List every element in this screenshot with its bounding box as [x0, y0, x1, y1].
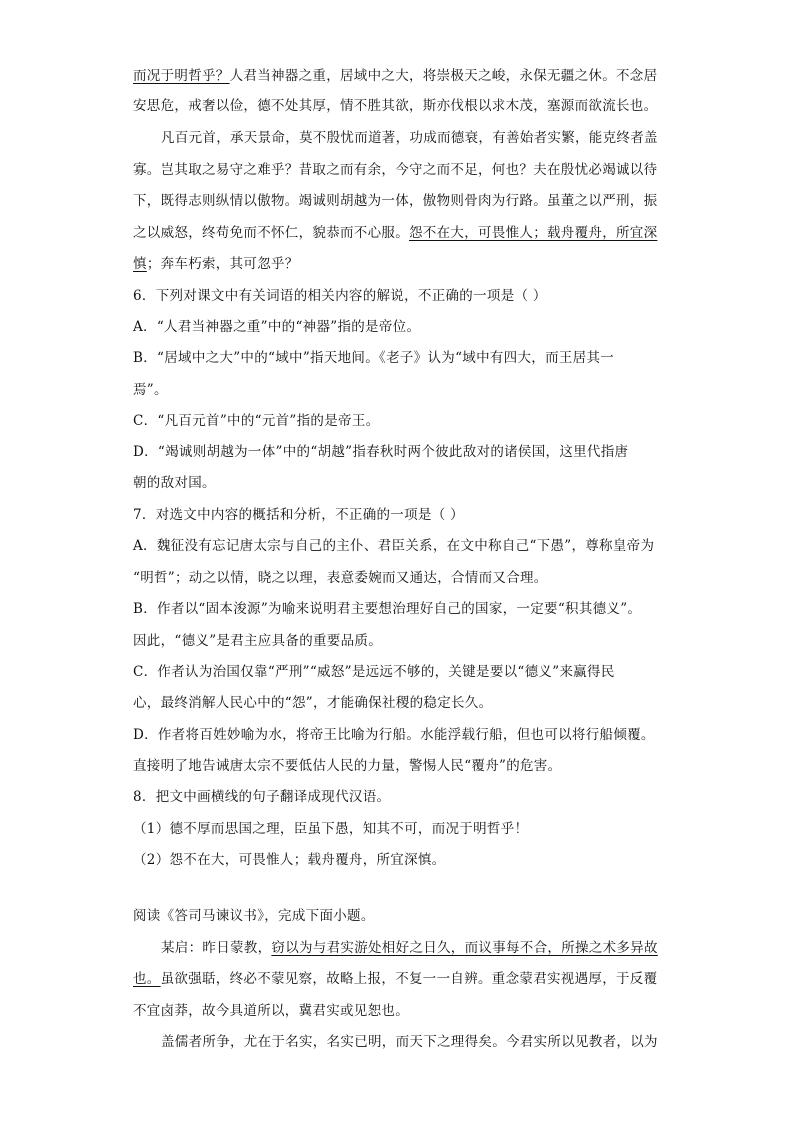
text-line	[133, 317, 420, 337]
text-segment: D．作者将百姓妙喻为水，将帝王比喻为行船。水能浮载行船，但也可以将行船倾覆。	[133, 727, 655, 743]
text-segment: 因此，“德义”是君主应具备的重要品质。	[133, 633, 383, 649]
text-segment: ；奔车朽索，其可忽乎？	[146, 256, 299, 272]
text-segment: 不宜卤莽，故今具道所以，冀君实或见恕也。	[133, 1003, 409, 1019]
text-segment: C．作者认为治国仅靠“严刑”“威怒”是远远不够的，关键是要以“德义”来赢得民	[133, 664, 615, 680]
text-segment: 焉”。	[133, 382, 168, 398]
text-segment: B．“居域中之大”中的“域中”指天地间。《老子》认为“域中有四大，而王居其一	[133, 350, 615, 366]
underlined-sentence: 也。	[133, 971, 161, 987]
text-segment: 凡百元首，承天景命，莫不殷忧而道著，功成而德衰，有善始者实繁，能克终者盖	[161, 130, 658, 146]
text-line	[133, 191, 657, 211]
text-line	[133, 66, 657, 86]
text-line	[133, 348, 614, 368]
text-segment: （1）德不厚而思国之理，臣虽下愚，知其不可，而况于明哲乎！	[133, 821, 529, 837]
text-segment: （2）怨不在大，可畏惟人；载舟覆舟，所宜深慎。	[133, 852, 446, 868]
text-segment: 之以威怒，终苟免而不怀仁，貌恭而不心服。	[133, 225, 409, 241]
text-line	[133, 662, 615, 682]
text-segment: 盖儒者所争，尤在于名实，名实已明，而天下之理得矣。今君实所以见教者，以为	[161, 1034, 658, 1050]
text-line	[133, 536, 654, 556]
text-segment: 直接明了地告诫唐太宗不要低估人民的力量，警惕人民“覆舟”的危害。	[133, 758, 562, 774]
text-line	[133, 411, 379, 431]
text-line	[133, 254, 299, 274]
text-segment: B．作者以“固本浚源”为喻来说明君主要想治理好自己的国家，一定要“积其德义”。	[133, 601, 642, 617]
text-segment: 虽欲强聒，终必不蒙见察，故略上报，不复一一自辨。重念蒙君实视遇厚，于反覆	[160, 971, 658, 987]
text-line	[133, 725, 655, 745]
text-line	[133, 819, 528, 839]
text-line	[133, 693, 492, 713]
text-line	[133, 286, 547, 306]
text-line	[133, 756, 561, 776]
underlined-sentence: 窃以为与君实游处相好之日久，而议事每不合，所操之术多异故	[271, 940, 658, 956]
text-segment: “明哲”；动之以情，晓之以理，表意委婉而又通达，合情而又合理。	[133, 570, 548, 586]
text-line	[133, 850, 446, 870]
text-segment: 7．对选文中内容的概括和分析，不正确的一项是（ ）	[133, 507, 464, 523]
text-segment: 心，最终消解人民心中的“怨”，才能确保社稷的稳定长久。	[133, 695, 493, 711]
text-line	[161, 938, 658, 958]
text-line	[133, 568, 548, 588]
text-line	[133, 473, 216, 493]
text-line	[133, 380, 168, 400]
text-line	[161, 1032, 658, 1052]
text-line	[133, 223, 657, 243]
text-segment: 阅读《答司马谏议书》，完成下面小题。	[133, 908, 375, 924]
text-segment: 朝的敌对国。	[133, 475, 216, 491]
text-line	[133, 442, 628, 462]
underlined-sentence: 而况于明哲乎？	[133, 68, 230, 84]
text-segment: 安思危，戒奢以俭，德不处其厚，情不胜其欲，斯亦伐根以求木茂，塞源而欲流长也。	[133, 98, 658, 114]
text-line	[133, 96, 657, 116]
text-segment: D．“竭诚则胡越为一体”中的“胡越”指春秋时两个彼此敌对的诸侯国，这里代指唐	[133, 444, 629, 460]
text-line	[133, 160, 657, 180]
text-segment: C．“凡百元首”中的“元首”指的是帝王。	[133, 413, 380, 429]
text-segment: 8．把文中画横线的句子翻译成现代汉语。	[133, 789, 391, 805]
text-segment: 6．下列对课文中有关词语的相关内容的解说，不正确的一项是（ ）	[133, 288, 547, 304]
text-line	[133, 631, 382, 651]
text-segment: A．“人君当神器之重”中的“神器”指的是帝位。	[133, 319, 421, 335]
text-segment: A．魏征没有忘记唐太宗与自己的主仆、君臣关系，在文中称自己“下愚”，尊称皇帝为	[133, 538, 655, 554]
text-line	[133, 599, 641, 619]
text-segment: 寡。岂其取之易守之难乎？昔取之而有余，今守之而不足，何也？夫在殷忧必竭诚以待	[133, 162, 658, 178]
text-line	[133, 1001, 409, 1021]
text-line	[133, 505, 464, 525]
text-line	[161, 128, 658, 148]
text-segment: 下，既得志则纵情以傲物。竭诚则胡越为一体，傲物则骨肉为行路。虽董之以严刑，振	[133, 193, 658, 209]
text-line	[133, 906, 375, 926]
text-segment: 某启：昨日蒙教，	[161, 940, 272, 956]
underlined-sentence: 怨不在大，可畏惟人；载舟覆舟，所宜深	[409, 225, 658, 241]
text-line	[133, 969, 657, 989]
underlined-sentence: 慎	[133, 256, 147, 272]
text-line	[133, 787, 390, 807]
text-segment: 人君当神器之重，居域中之大，将崇极天之峻，永保无疆之休。不念居	[229, 68, 658, 84]
